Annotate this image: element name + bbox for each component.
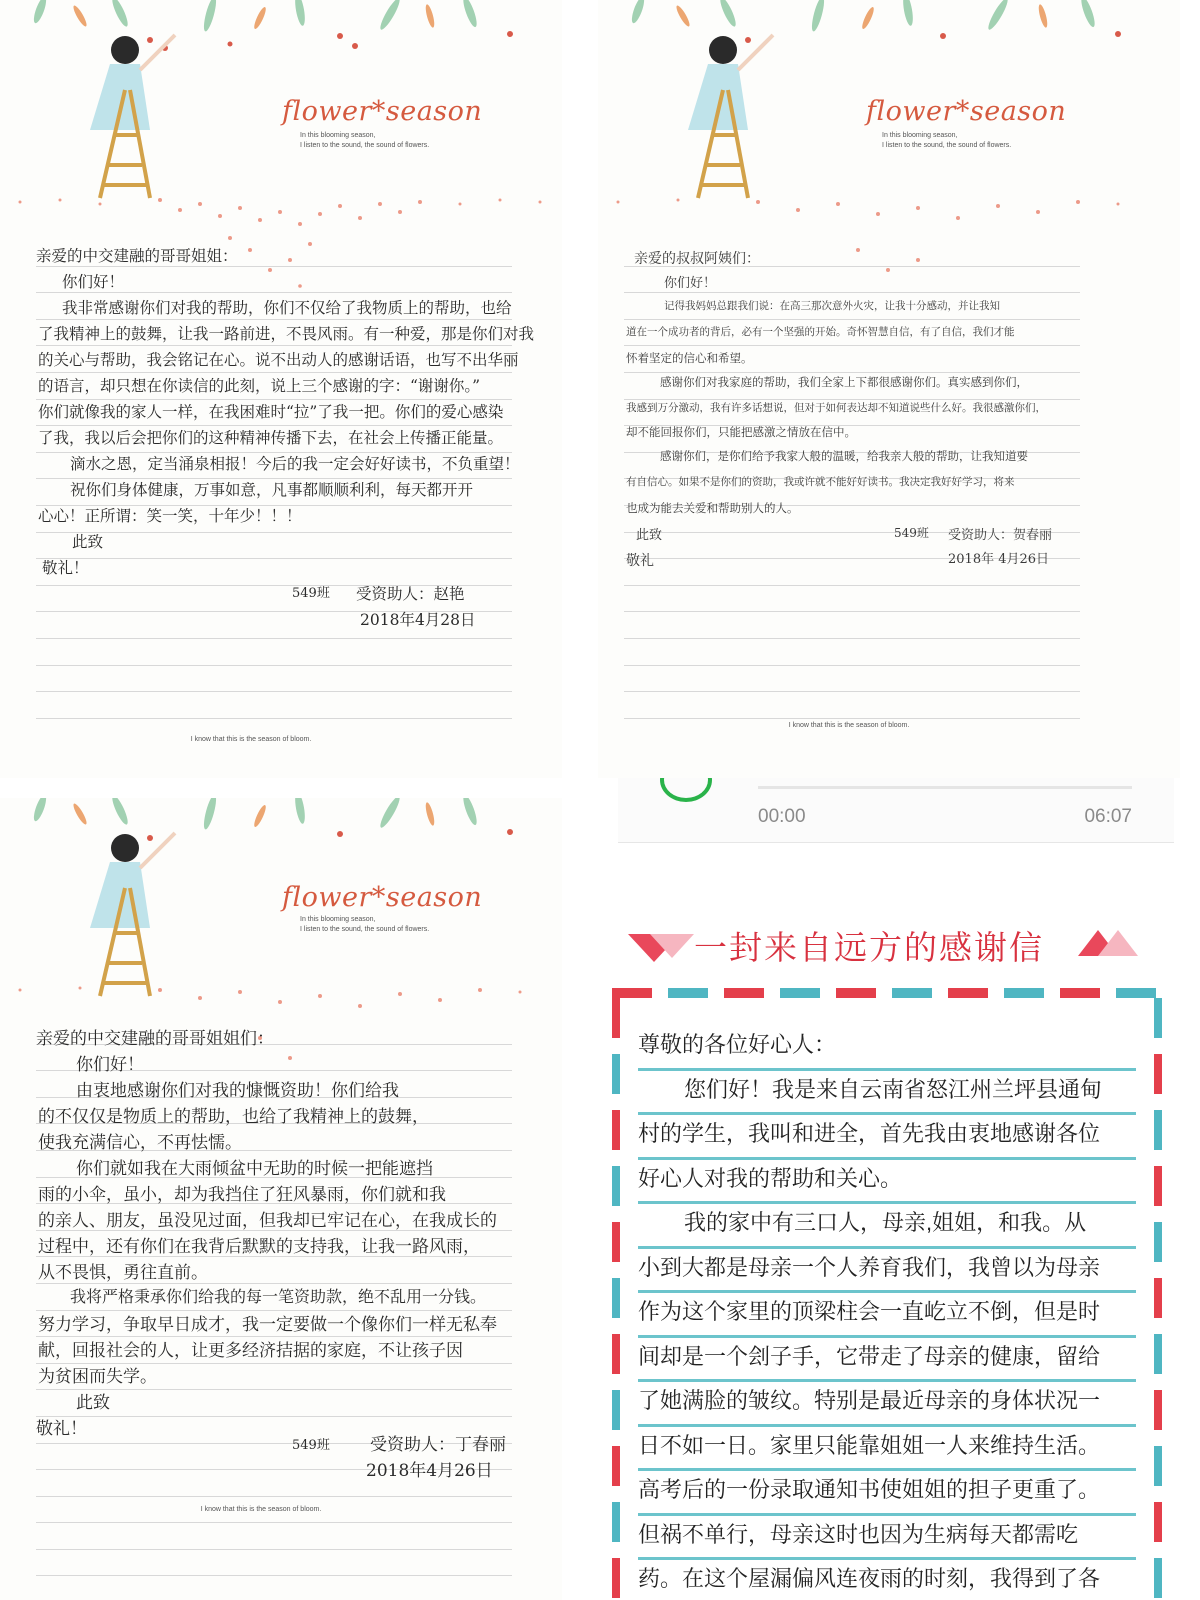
letter-closing: 此致 (76, 1393, 110, 1413)
letter-line: 间却是一个刽子手，它带走了母亲的健康，留给 (638, 1338, 1136, 1383)
brand-logo: flower*season (282, 882, 483, 913)
letter-line: 从不畏惧，勇往直前。 (38, 1263, 208, 1283)
letter-date: 2018年4月28日 (360, 611, 476, 629)
letter-line: 使我充满信心，不再怯懦。 (38, 1133, 242, 1153)
letter-title: 一封来自远方的感谢信 (694, 928, 1044, 967)
airmail-stripe-right (1154, 998, 1162, 1600)
tagline-line-1: In this blooming season, (300, 132, 376, 139)
letter-line: 我将严格秉承你们给我的每一笔资助款，绝不乱用一分钱。 (70, 1287, 487, 1306)
letter-signature: 受资助人：贺春丽 (948, 528, 1053, 543)
letter-line: 过程中，还有你们在我背后默默的支持我，让我一路风雨， (38, 1237, 480, 1257)
letter-signature: 受资助人：赵艳 (356, 585, 465, 603)
airmail-stripe-left (612, 998, 620, 1600)
letter-line: 我非常感谢你们对我的帮助，你们不仅给了我物质上的帮助，也给 (62, 299, 512, 317)
letter-class: 549班 (894, 526, 929, 540)
triangle-decoration-icon (1098, 930, 1138, 956)
letter-title-banner (628, 922, 1138, 972)
audio-progress-track[interactable] (758, 786, 1132, 789)
letter-line: 有自信心。如果不是你们的资助，我或许就不能好好读书。我决定我好好学习，将来 (626, 476, 1015, 488)
letter-line: 亲爱的中交建融的哥哥姐姐： (36, 247, 238, 265)
girl-on-ladder-illustration (668, 30, 778, 200)
letter-line: 作为这个家里的顶梁柱会一直屹立不倒，但是时 (638, 1293, 1136, 1338)
letter-signature: 受资助人：丁春丽 (370, 1435, 506, 1455)
letter-line: 的不仅仅是物质上的帮助，也给了我精神上的鼓舞， (38, 1107, 429, 1127)
letter-line: 为贫困而失学。 (38, 1367, 157, 1387)
letter-line: 献，回报社会的人，让更多经济拮据的家庭，不让孩子因 (38, 1341, 463, 1361)
tagline-line-2: I listen to the sound, the sound of flowers. (300, 926, 430, 933)
letter-salute: 敬礼 (626, 553, 654, 569)
audio-duration: 06:07 (1084, 806, 1132, 827)
letter-line: 你们好！ (664, 276, 717, 291)
letter-closing: 此致 (72, 533, 104, 551)
letter-line: 却不能回报你们，只能把感激之情放在信中。 (626, 425, 856, 439)
tagline-line-2: I listen to the sound, the sound of flowers. (300, 142, 430, 149)
letter-line: 但祸不单行，母亲这时也因为生病每天都需吃 (638, 1516, 1136, 1561)
brand-logo: flower*season (282, 96, 483, 127)
girl-on-ladder-illustration (70, 30, 180, 200)
letter-closing: 此致 (636, 528, 663, 543)
letter-line: 你们好！ (62, 273, 125, 291)
letter-line: 记得我妈妈总跟我们说：在高三那次意外火灾，让我十分感动，并让我知 (664, 300, 1000, 312)
letter-line: 您们好！我是来自云南省怒江州兰坪县通甸 (638, 1071, 1136, 1116)
stationery-footer: I know that this is the season of bloom. (190, 736, 312, 743)
letter-line: 你们好！ (76, 1055, 144, 1075)
letter-salute: 敬礼！ (42, 559, 89, 577)
letter-line: 的语言，却只想在你读信的此刻，说上三个感谢的字：“谢谢你。” (38, 377, 481, 395)
letter-line: 好心人对我的帮助和关心。 (638, 1160, 1136, 1205)
letter-date: 2018年 4月26日 (948, 552, 1050, 567)
letter-line: 由衷地感谢你们对我的慷慨资助！你们给我 (76, 1081, 399, 1101)
letter-line: 日不如一日。家里只能靠姐姐一人来维持生活。 (638, 1427, 1136, 1472)
typed-letter-panel (598, 778, 1200, 1600)
letter-scan-2 (598, 0, 1180, 778)
letter-scan-3 (0, 798, 562, 1600)
letter-scan-1 (0, 0, 562, 778)
letter-line: 道在一个成功者的背后，必有一个坚强的开始。奇怀智慧自信，有了自信，我们才能 (626, 326, 1015, 338)
letter-class: 549班 (292, 1438, 330, 1453)
brand-logo: flower*season (866, 96, 1067, 127)
letter-line: 滴水之恩，定当涌泉相报！今后的我一定会好好读书，不负重望！ (70, 455, 520, 473)
airmail-letter-card (612, 988, 1162, 1600)
letter-body (638, 1026, 1136, 1600)
girl-on-ladder-illustration (70, 828, 180, 998)
letter-line: 小到大都是母亲一个人养育我们，我曾以为母亲 (638, 1249, 1136, 1294)
letter-line: 的亲人、朋友，虽没见过面，但我却已牢记在心，在我成长的 (38, 1211, 497, 1231)
letter-class: 549班 (292, 586, 330, 601)
letter-line: 感谢你们，是你们给予我家人般的温暖，给我亲人般的帮助，让我知道要 (660, 449, 1028, 463)
letter-line: 祝你们身体健康，万事如意，凡事都顺顺利利，每天都开开 (70, 481, 474, 499)
tagline-line-2: I listen to the sound, the sound of flowers. (882, 142, 1012, 149)
letter-line: 心心！正所谓：笑一笑，十年少！！！ (38, 507, 302, 525)
letter-date: 2018年4月26日 (366, 1461, 493, 1481)
letter-line: 也成为能去关爱和帮助别人的人。 (626, 501, 799, 515)
audio-current-time: 00:00 (758, 806, 806, 827)
letter-salute: 敬礼！ (36, 1419, 87, 1439)
letter-line: 你们就像我的家人一样，在我困难时“拉”了我一把。你们的爱心感染 (38, 403, 504, 421)
letter-line: 我感到万分激动，我有许多话想说，但对于如何表达却不知道说些什么好。我很感激你们， (626, 402, 1046, 414)
letter-line: 的关心与帮助，我会铭记在心。说不出动人的感谢话语，也写不出华丽 (38, 351, 519, 369)
letter-line: 高考后的一份录取通知书使姐姐的担子更重了。 (638, 1471, 1136, 1516)
stationery-footer: I know that this is the season of bloom. (788, 722, 910, 729)
letter-line: 亲爱的叔叔阿姨们： (634, 251, 760, 267)
play-button[interactable] (660, 778, 712, 802)
tagline-line-1: In this blooming season, (300, 916, 376, 923)
letter-line: 怀着坚定的信心和希望。 (626, 351, 753, 365)
letter-line: 你们就如我在大雨倾盆中无助的时候一把能遮挡 (76, 1159, 433, 1179)
tagline-line-1: In this blooming season, (882, 132, 958, 139)
letter-line: 村的学生，我叫和进全，首先我由衷地感谢各位 (638, 1115, 1136, 1160)
stationery-footer: I know that this is the season of bloom. (200, 1506, 322, 1513)
letter-line: 了我精神上的鼓舞，让我一路前进，不畏风雨。有一种爱，那是你们对我 (38, 325, 535, 343)
letter-line: 了我，我以后会把你们的这种精神传播下去，在社会上传播正能量。 (38, 429, 504, 447)
letter-line: 努力学习，争取早日成才，我一定要做一个像你们一样无私奉 (38, 1315, 497, 1335)
letter-line: 尊敬的各位好心人： (638, 1026, 1136, 1071)
letter-line: 感谢你们对我家庭的帮助，我们全家上下都很感谢你们。真实感到你们， (660, 375, 1028, 389)
letter-line: 我的家中有三口人，母亲,姐姐，和我。从 (638, 1204, 1136, 1249)
triangle-decoration-icon (650, 934, 694, 958)
audio-player (618, 778, 1174, 843)
letter-line: 雨的小伞，虽小，却为我挡住了狂风暴雨，你们就和我 (38, 1185, 446, 1205)
letter-line: 药。在这个屋漏偏风连夜雨的时刻，我得到了各 (638, 1560, 1136, 1600)
letter-line: 亲爱的中交建融的哥哥姐姐们： (36, 1029, 274, 1049)
letter-line: 了她满脸的皱纹。特别是最近母亲的身体状况一 (638, 1382, 1136, 1427)
